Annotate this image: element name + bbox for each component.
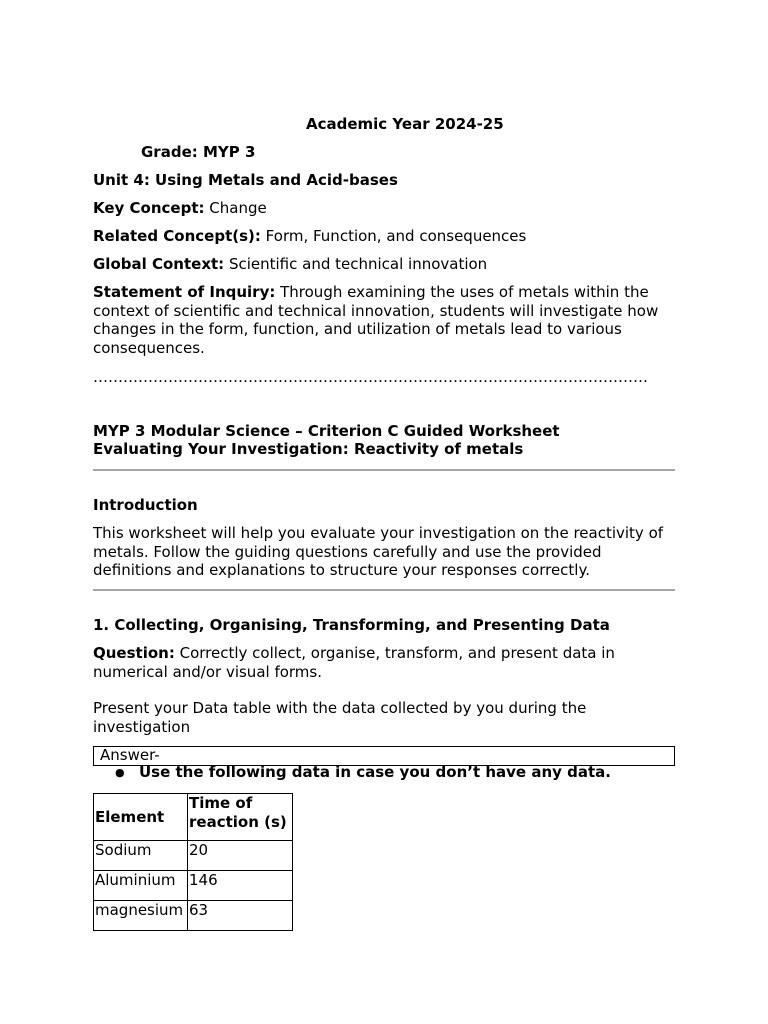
table-row <box>94 841 293 871</box>
introduction-heading: Introduction <box>93 496 198 514</box>
list-item <box>115 763 611 782</box>
unit-title: Unit 4: Using Metals and Acid-bases <box>93 171 398 189</box>
section1-instruction: Present your Data table with the data collected by you during the investigation <box>93 699 587 736</box>
table-cell: 146 <box>188 871 293 901</box>
table-row <box>94 871 293 901</box>
grade: Grade: MYP 3 <box>141 143 256 161</box>
section1-question <box>93 644 675 681</box>
question-value: Correctly collect, organise, transform, and present data in numerical and/or visual forms. <box>93 644 615 681</box>
table-cell: magnesium <box>94 901 188 931</box>
table-header-cell: Time of reaction (s) <box>188 794 293 841</box>
key-concept-value: Change <box>204 199 267 217</box>
global-context <box>93 255 487 273</box>
section1-heading: 1. Collecting, Organising, Transforming, and Presenting Data <box>93 616 610 634</box>
related-concepts-label: Related Concept(s): <box>93 227 261 245</box>
related-concepts <box>93 227 526 245</box>
table-header-row <box>94 794 293 841</box>
key-concept-label: Key Concept: <box>93 199 205 217</box>
bullet-icon: ● <box>115 766 125 779</box>
worksheet-title: MYP 3 Modular Science – Criterion C Guided Worksheet <box>93 422 560 440</box>
table-row <box>94 901 293 931</box>
global-context-label: Global Context: <box>93 255 225 273</box>
divider <box>93 589 675 591</box>
question-label: Question: <box>93 644 175 662</box>
table-cell: 63 <box>188 901 293 931</box>
table-header-cell: Element <box>94 794 188 841</box>
worksheet-subtitle: Evaluating Your Investigation: Reactivity of metals <box>93 440 524 458</box>
inquiry-value: Through examining the uses of metals within the context of scientific and technical innovation, students will investigate how changes in the form, function, and utilization of metals lead to various consequences. <box>93 283 659 357</box>
global-context-value: Scientific and technical innovation <box>224 255 488 273</box>
related-concepts-value: Form, Function, and consequences <box>260 227 527 245</box>
table-cell: Sodium <box>94 841 188 871</box>
table-cell: Aluminium <box>94 871 188 901</box>
bullet-text: Use the following data in case you don’t have any data. <box>139 763 611 781</box>
inquiry-label: Statement of Inquiry: <box>93 283 276 301</box>
introduction-text: This worksheet will help you evaluate your investigation on the reactivity of metals. Follow the guiding questions carefully and use the provided definitions and explanations to structure your responses correctly. <box>93 524 664 579</box>
academic-year: Academic Year 2024-25 <box>306 115 504 133</box>
statement-of-inquiry <box>93 283 675 357</box>
key-concept <box>93 199 267 217</box>
table-cell: 20 <box>188 841 293 871</box>
dotted-separator: ………………………………………………………………………………………………… <box>93 368 648 386</box>
divider <box>93 469 675 471</box>
answer-label: Answer- <box>100 746 160 764</box>
data-table <box>93 793 293 931</box>
